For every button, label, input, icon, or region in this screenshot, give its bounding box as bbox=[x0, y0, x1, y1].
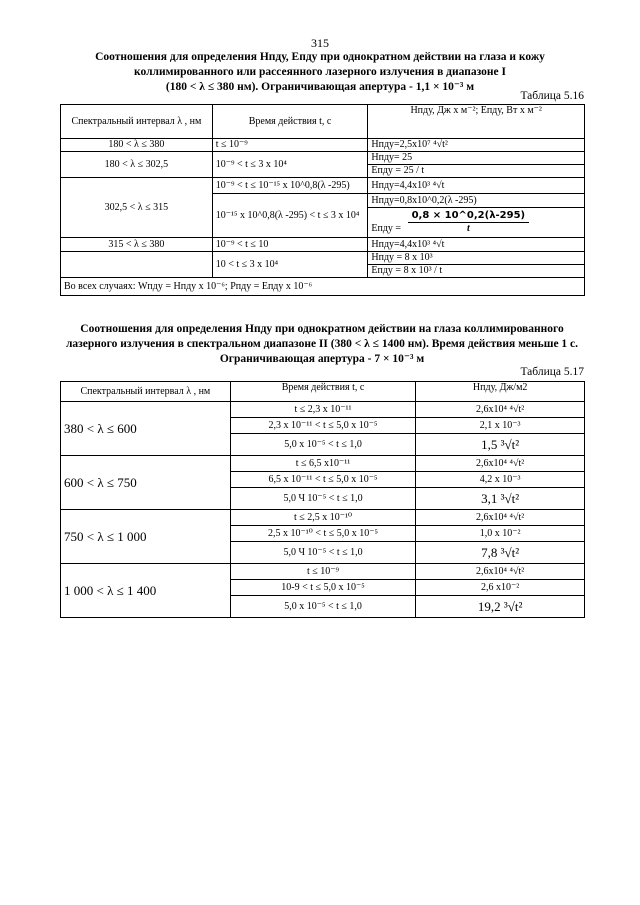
time-cell: t ≤ 6,5 х10⁻¹¹ bbox=[230, 456, 416, 472]
table-row bbox=[61, 252, 585, 265]
value-cell: Епду = 8 х 10³ / t bbox=[368, 265, 585, 278]
table-5-17-heading bbox=[62, 322, 582, 367]
heading-line: Ограничивающая апертура - 7 × 10⁻³ м bbox=[219, 353, 425, 365]
value-cell: 2,6х10⁴ ⁴√t² bbox=[416, 402, 585, 418]
interval-cell: 302,5 < λ ≤ 315 bbox=[61, 178, 213, 238]
heading-line: лазерного излучения в спектральном диапазоне II (380 < λ ≤ 1400 нм). Время действия меньше 1 с. bbox=[65, 338, 579, 350]
header-cell: Нпду, Дж х м⁻²; Епду, Вт х м⁻² bbox=[368, 105, 585, 139]
table-row bbox=[61, 456, 585, 472]
value-cell: Нпду=0,8х10^0,2(λ -295) bbox=[368, 194, 585, 208]
time-cell: t ≤ 10⁻⁹ bbox=[212, 139, 368, 152]
table-5-16 bbox=[60, 104, 585, 296]
table-5-17-caption: Таблица 5.17 bbox=[520, 366, 584, 378]
time-cell: 5,0 х 10⁻⁵ < t ≤ 1,0 bbox=[230, 596, 416, 618]
header-cell: Нпду, Дж/м2 bbox=[416, 382, 585, 402]
heading-line: (180 < λ ≤ 380 нм). Ограничивающая апертура - 1,1 × 10⁻³ м bbox=[165, 81, 475, 93]
value-cell: 19,2 ³√t² bbox=[416, 596, 585, 618]
table-row bbox=[61, 402, 585, 418]
interval-cell: 600 < λ ≤ 750 bbox=[61, 456, 231, 510]
time-cell: 10⁻⁹ < t ≤ 3 x 10⁴ bbox=[212, 152, 368, 178]
time-cell: 10⁻¹⁵ x 10^0,8(λ -295) < t ≤ 3 x 10⁴ bbox=[212, 194, 368, 238]
time-cell: 10-9 < t ≤ 5,0 х 10⁻⁵ bbox=[230, 580, 416, 596]
value-cell: 7,8 ³√t² bbox=[416, 542, 585, 564]
fraction-label: Епду = bbox=[371, 223, 402, 234]
value-cell: Нпду = 8 х 10³ bbox=[368, 252, 585, 265]
time-cell: 5,0 Ч 10⁻⁵ < t ≤ 1,0 bbox=[230, 542, 416, 564]
table-row bbox=[61, 178, 585, 194]
value-cell: 2,6х10⁴ ⁴√t² bbox=[416, 456, 585, 472]
interval-cell bbox=[61, 252, 213, 278]
value-cell: 4,2 х 10⁻³ bbox=[416, 472, 585, 488]
value-cell: Нпду=4,4х10³ ⁴√t bbox=[368, 238, 585, 252]
fraction-denominator: t bbox=[466, 223, 470, 234]
value-cell: 1,0 х 10⁻² bbox=[416, 526, 585, 542]
header-cell: Время действия t, с bbox=[230, 382, 416, 402]
time-cell: 10 < t ≤ 3 x 10⁴ bbox=[212, 252, 368, 278]
interval-cell: 750 < λ ≤ 1 000 bbox=[61, 510, 231, 564]
fraction bbox=[408, 210, 530, 235]
interval-cell: 180 < λ ≤ 380 bbox=[61, 139, 213, 152]
value-cell: Нпду=2,5х10⁷ ⁴√t² bbox=[368, 139, 585, 152]
header-cell: Спектральный интервал λ , нм bbox=[61, 105, 213, 139]
table-row bbox=[61, 238, 585, 252]
table-5-16-heading bbox=[80, 50, 560, 95]
table-row bbox=[61, 152, 585, 165]
time-cell: 5,0 х 10⁻⁵ < t ≤ 1,0 bbox=[230, 434, 416, 456]
value-cell: 3,1 ³√t² bbox=[416, 488, 585, 510]
time-cell: 5,0 Ч 10⁻⁵ < t ≤ 1,0 bbox=[230, 488, 416, 510]
table-row bbox=[61, 510, 585, 526]
value-cell: 1,5 ³√t² bbox=[416, 434, 585, 456]
time-cell: t ≤ 2,3 х 10⁻¹¹ bbox=[230, 402, 416, 418]
value-cell: 2,6х10⁴ ⁴√t² bbox=[416, 564, 585, 580]
table-5-17 bbox=[60, 381, 585, 618]
interval-cell: 180 < λ ≤ 302,5 bbox=[61, 152, 213, 178]
heading-line: Соотношения для определения Нпду, Епду при однократном действии на глаза и кожу bbox=[95, 51, 545, 63]
header-cell: Спектральный интервал λ , нм bbox=[61, 382, 231, 402]
value-cell: Нпду=4,4х10³ ⁴√t bbox=[368, 178, 585, 194]
header-cell: Время действия t, с bbox=[212, 105, 368, 139]
time-cell: 6,5 х 10⁻¹¹ < t ≤ 5,0 х 10⁻⁵ bbox=[230, 472, 416, 488]
value-cell: 2,1 х 10⁻³ bbox=[416, 418, 585, 434]
page-number: 315 bbox=[311, 36, 329, 50]
table-row bbox=[61, 564, 585, 580]
heading-line: коллимированного или рассеянного лазерного излучения в диапазоне I bbox=[134, 66, 506, 78]
table-5-16-caption: Таблица 5.16 bbox=[520, 90, 584, 102]
heading-line: Соотношения для определения Нпду при однократном действии на глаза коллимированного bbox=[80, 323, 564, 335]
table-note: Во всех случаях: Wпду = Нпду х 10⁻⁶; Рпду = Епду х 10⁻⁶ bbox=[61, 278, 585, 296]
time-cell: 2,3 х 10⁻¹¹ < t ≤ 5,0 х 10⁻⁵ bbox=[230, 418, 416, 434]
interval-cell: 315 < λ ≤ 380 bbox=[61, 238, 213, 252]
table-row bbox=[61, 139, 585, 152]
time-cell: t ≤ 2,5 х 10⁻¹⁰ bbox=[230, 510, 416, 526]
time-cell: 2,5 х 10⁻¹⁰ < t ≤ 5,0 х 10⁻⁵ bbox=[230, 526, 416, 542]
time-cell: 10⁻⁹ < t ≤ 10⁻¹⁵ х 10^0,8(λ -295) bbox=[212, 178, 368, 194]
value-cell: Епду = 25 / t bbox=[368, 165, 585, 178]
interval-cell: 380 < λ ≤ 600 bbox=[61, 402, 231, 456]
value-cell: 2,6 х10⁻² bbox=[416, 580, 585, 596]
time-cell: t ≤ 10⁻⁹ bbox=[230, 564, 416, 580]
time-cell: 10⁻⁹ < t ≤ 10 bbox=[212, 238, 368, 252]
fraction-numerator: 0,8 × 10^0,2(λ-295) bbox=[408, 210, 530, 223]
value-cell: Нпду= 25 bbox=[368, 152, 585, 165]
value-cell bbox=[368, 208, 585, 238]
interval-cell: 1 000 < λ ≤ 1 400 bbox=[61, 564, 231, 618]
value-cell: 2,6х10⁴ ⁴√t² bbox=[416, 510, 585, 526]
